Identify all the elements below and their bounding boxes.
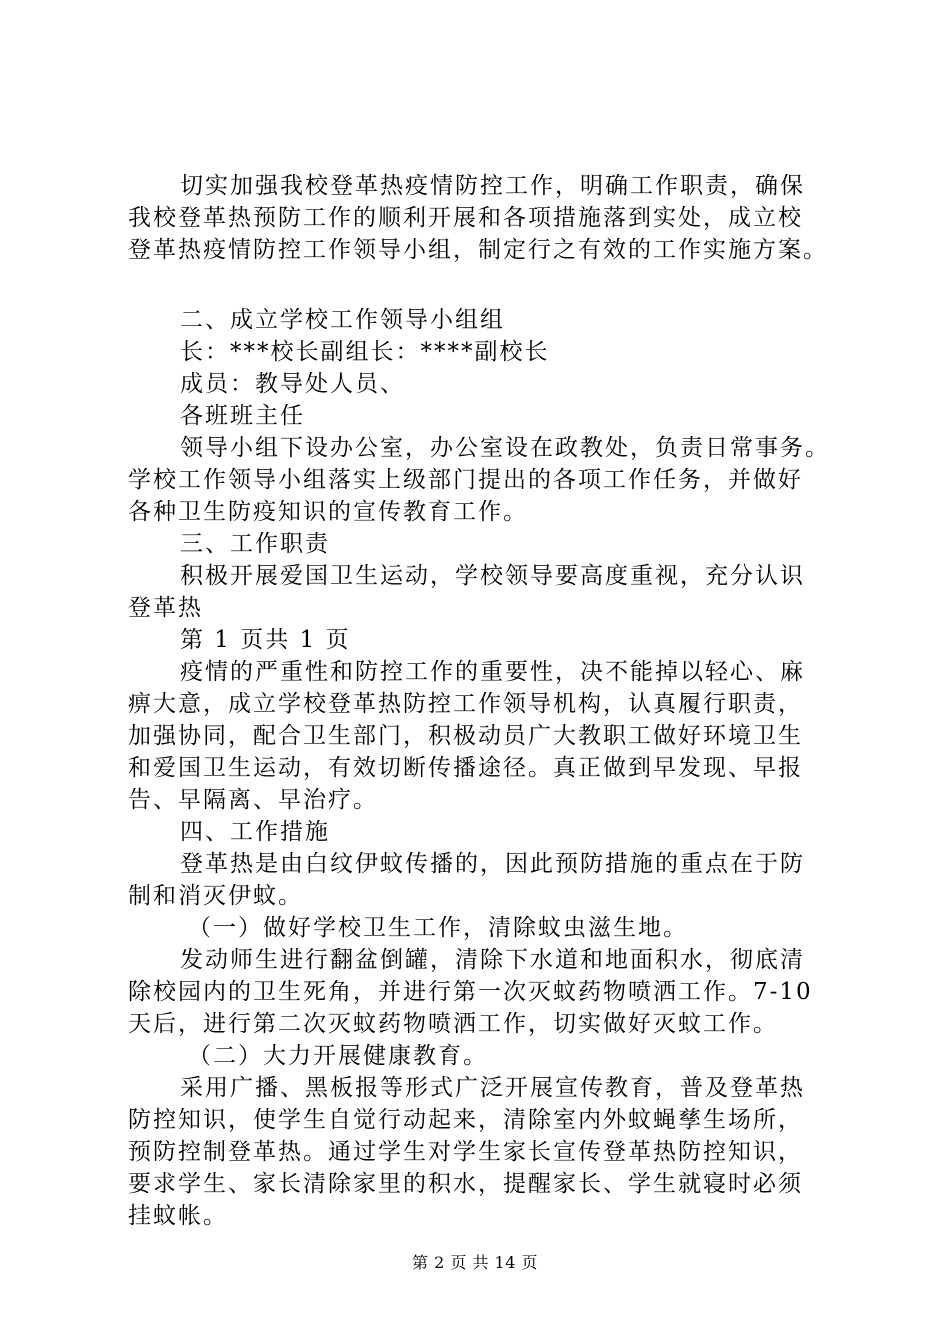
paragraph-line: 各种卫生防疫知识的宣传教育工作。 (128, 499, 528, 525)
paragraph-line: 痹大意，成立学校登革热防控工作领导机构，认真履行职责， (128, 691, 803, 717)
paragraph-line: 积极开展爱国卫生运动，学校领导要高度重视，充分认识 (180, 563, 805, 589)
paragraph-line: 各班班主任 (180, 403, 305, 429)
paragraph-line: 我校登革热预防工作的顺利开展和各项措施落到实处，成立校 (128, 205, 803, 231)
paragraph-line: 长：***校长副组长：****副校长 (180, 339, 550, 365)
paragraph-line: 制和消灭伊蚊。 (128, 883, 303, 909)
paragraph-line: 切实加强我校登革热疫情防控工作，明确工作职责，确保 (180, 173, 805, 199)
paragraph-line: 天后，进行第二次灭蚊药物喷洒工作，切实做好灭蚊工作。 (128, 1011, 778, 1037)
paragraph-line: 成员：教导处人员、 (180, 371, 405, 397)
paragraph-line: 疫情的严重性和防控工作的重要性，决不能掉以轻心、麻 (180, 659, 805, 685)
paragraph-line: 要求学生、家长清除家里的积水，提醒家长、学生就寝时必须 (128, 1171, 803, 1197)
paragraph-line: 防控知识，使学生自觉行动起来，清除室内外蚊蝇孳生场所， (128, 1107, 803, 1133)
document-body (128, 170, 838, 1232)
paragraph-gap (128, 266, 838, 304)
paragraph-line: 登革热是由白纹伊蚊传播的，因此预防措施的重点在于防 (180, 851, 805, 877)
paragraph-line: 告、早隔离、早治疗。 (128, 787, 378, 813)
paragraph-line: 学校工作领导小组落实上级部门提出的各项工作任务，并做好 (128, 467, 803, 493)
paragraph-line: 除校园内的卫生死角，并进行第一次灭蚊药物喷洒工作。7-10 (128, 979, 813, 1005)
section-heading: 二、成立学校工作领导小组组 (180, 307, 505, 333)
embedded-page-label: 第 1 页共 1 页 (180, 627, 351, 653)
subsection-heading: （一）做好学校卫生工作，清除蚊虫滋生地。 (188, 915, 688, 941)
paragraph-line: 挂蚊帐。 (128, 1203, 228, 1229)
paragraph-line: 领导小组下设办公室，办公室设在政教处，负责日常事务。 (180, 435, 830, 461)
page-number-footer: 第 2 页 共 14 页 (412, 1253, 538, 1272)
paragraph-line: 预防控制登革热。通过学生对学生家长宣传登革热防控知识， (128, 1139, 803, 1165)
subsection-heading: （二）大力开展健康教育。 (188, 1043, 488, 1069)
paragraph-line: 发动师生进行翻盆倒罐，清除下水道和地面积水，彻底清 (180, 947, 805, 973)
section-heading: 三、工作职责 (180, 531, 330, 557)
paragraph-line: 登革热疫情防控工作领导小组，制定行之有效的工作实施方案。 (128, 237, 828, 263)
paragraph-line: 采用广播、黑板报等形式广泛开展宣传教育，普及登革热 (180, 1075, 805, 1101)
paragraph-line: 登革热 (128, 595, 203, 621)
paragraph-line: 和爱国卫生运动，有效切断传播途径。真正做到早发现、早报 (128, 755, 803, 781)
paragraph-line: 加强协同，配合卫生部门，积极动员广大教职工做好环境卫生 (128, 723, 803, 749)
section-heading: 四、工作措施 (180, 819, 330, 845)
